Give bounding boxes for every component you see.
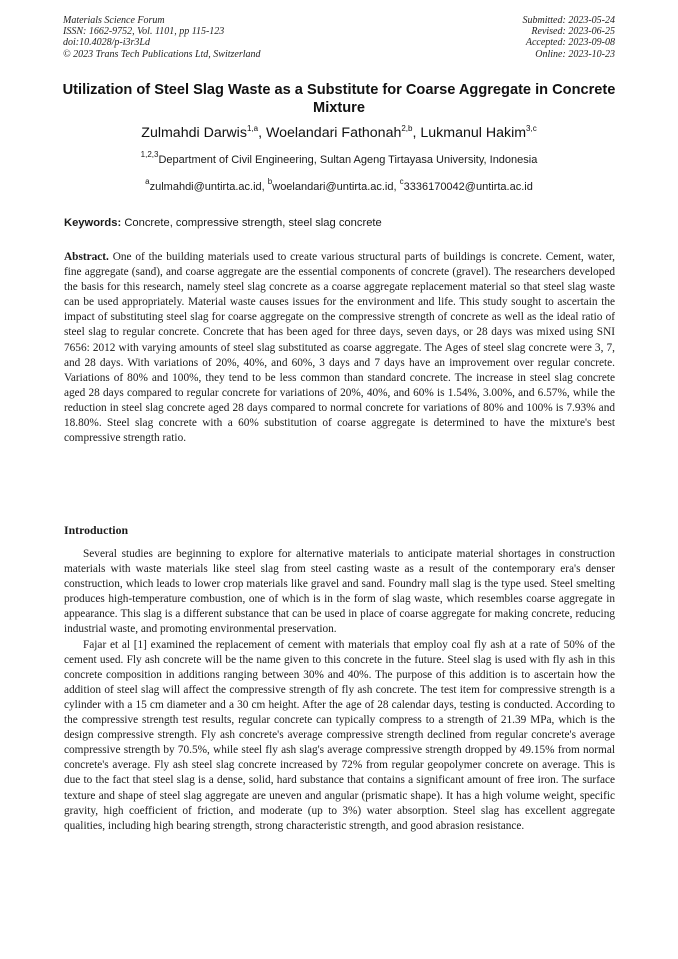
author-list [40, 124, 638, 142]
paragraph: Several studies are beginning to explore for alternative materials to anticipate material shortages in construction materials with waste materials like steel slag from steel casting waste as a result of the contemporary era's denser construction, which leads to lower crop materials like gravel and sand. Foundry mall slag is the type used. Steel smelting produces high-temperature combustion, one of which is in the form of slag waste, which resembles coarse aggregate in appearance. This slag is a different substance that can be used in place of coarse aggregate for making concrete, reducing industrial waste, and promoting environmental preservation. [64, 548, 615, 636]
abstract-text: One of the building materials used to create various structural parts of buildings is concrete. Cement, water, fine aggregate (sand), and coarse aggregate are the essential components of concrete (gravel). The researchers developed the basis for this research, namely steel slag concrete as a coarse aggregate replacement material so that steel slag waste can be used appropriately. Material waste causes issues for the environment and life. This study sought to ascertain the impact of substituting steel slag for coarse aggregate on the compressive strength of concrete as well as the ideal ratio of steel slag to regular concrete. Concrete that has been aged for three days, seven days, or 28 days was mixed using SNI 7656: 2012 with varying amounts of steel slag substituted as coarse aggregate. The Ages of steel slag concrete were 3, 7, and 28 days. With variations of 20%, 40%, and 60%, 3 days and 7 days have an improvement over regular concrete. Variations of 80% and 100%, they tend to be less common than standard concrete. The increase in steel slag concrete aged 28 days compared to regular concrete for variations of 20%, 40%, and 60% is 1.54%, 3.00%, and 6.57%, while the reduction in steel slag concrete aged 28 days compared to normal concrete for variations of 80% and 100% is 7.93% and 18.80%. Steel slag concrete with a 60% substitution of coarse aggregate is determined to have the mixture's best compressive strength ratio. [64, 251, 616, 445]
author: Woelandari Fathonah$^{2,b}$, [265, 124, 421, 141]
journal-info [63, 15, 261, 60]
affiliation-marker: 1,2,3 [140, 150, 159, 159]
email[interactable]: $^a$zulmahdi@untirta.ac.id, [145, 177, 268, 193]
paragraph: Fajar et al [1] examined the replacement of cement with materials that employ coal fly ash at a rate of 50% of the cement used. Fly ash concrete will be the name given to this concrete in the future. Steel slag is used with fly ash in this concrete composition in additions ranging between 30% and 40%. The purpose of this addition is to ascertain how the addition of steel slag will affect the compressive strength of fly ash concrete. The test item for compressive strength is a cylinder with a 15 cm diameter and a 30 cm height. After the age of 28 calendar days, testing is conducted. According to the compressive strength test results, regular concrete can typically compress to a strength of 21.39 MPa, which is the design compressive strength. Fly ash concrete's average compressive strength declined from regular concrete's average compressive strength by 70.5%, while steel fly ash slag's average compressive strength dropped by 49.15% from normal concrete's average. Fly ash steel slag concrete increased by 72% from regular geopolymer concrete on average. This is due to the fact that steel slag is a dense, solid, hard substance that contains a significant amount of free iron. The surface texture and shape of steel slag aggregate are uneven and angular (prismatic shape). It has a high volume weight, specific gravity, high coefficient of friction, and moderate (up to 3%) water absorption. Steel slag has excellent aggregate qualities, including high bearing strength, strong characteristic strength, and good abrasion resistance. [64, 638, 615, 832]
journal-doi[interactable]: doi:10.4028/p-i3r3Ld [63, 37, 150, 49]
author: Lukmanul Hakim$^{3,c}$ [420, 124, 537, 141]
journal-copyright: © 2023 Trans Tech Publications Ltd, Switzerland [63, 48, 261, 60]
journal-issn: ISSN: 1662-9752, Vol. 1101, pp 115-123 [63, 26, 225, 38]
keywords-text: Concrete, compressive strength, steel slag concrete [124, 217, 382, 229]
email[interactable]: $^b$woelandari@untirta.ac.id, [267, 177, 400, 193]
introduction-body [64, 547, 615, 834]
date-online: Online: 2023-10-23 [535, 48, 615, 60]
paper-title: Utilization of Steel Slag Waste as a Substitute for Coarse Aggregate in Concrete Mixture [62, 82, 616, 116]
date-accepted: Accepted: 2023-09-08 [525, 37, 615, 49]
affiliation [40, 150, 638, 167]
date-submitted: Submitted: 2023-05-24 [522, 15, 615, 26]
date-revised: Revised: 2023-06-25 [531, 26, 615, 38]
keywords [64, 216, 624, 230]
journal-name: Materials Science Forum [63, 15, 165, 26]
section-heading-introduction: Introduction [64, 523, 129, 537]
email[interactable]: $^c$3336170042@untirta.ac.id [399, 177, 533, 193]
abstract [64, 250, 615, 446]
abstract-label: Abstract. [64, 251, 109, 263]
author: Zulmahdi Darwis$^{1,a}$, [141, 124, 266, 141]
author-emails [40, 177, 638, 194]
affiliation-text: Department of Civil Engineering, Sultan Ageng Tirtayasa University, Indonesia [158, 154, 538, 166]
publication-dates [523, 15, 616, 60]
keywords-label: Keywords: [64, 217, 122, 229]
